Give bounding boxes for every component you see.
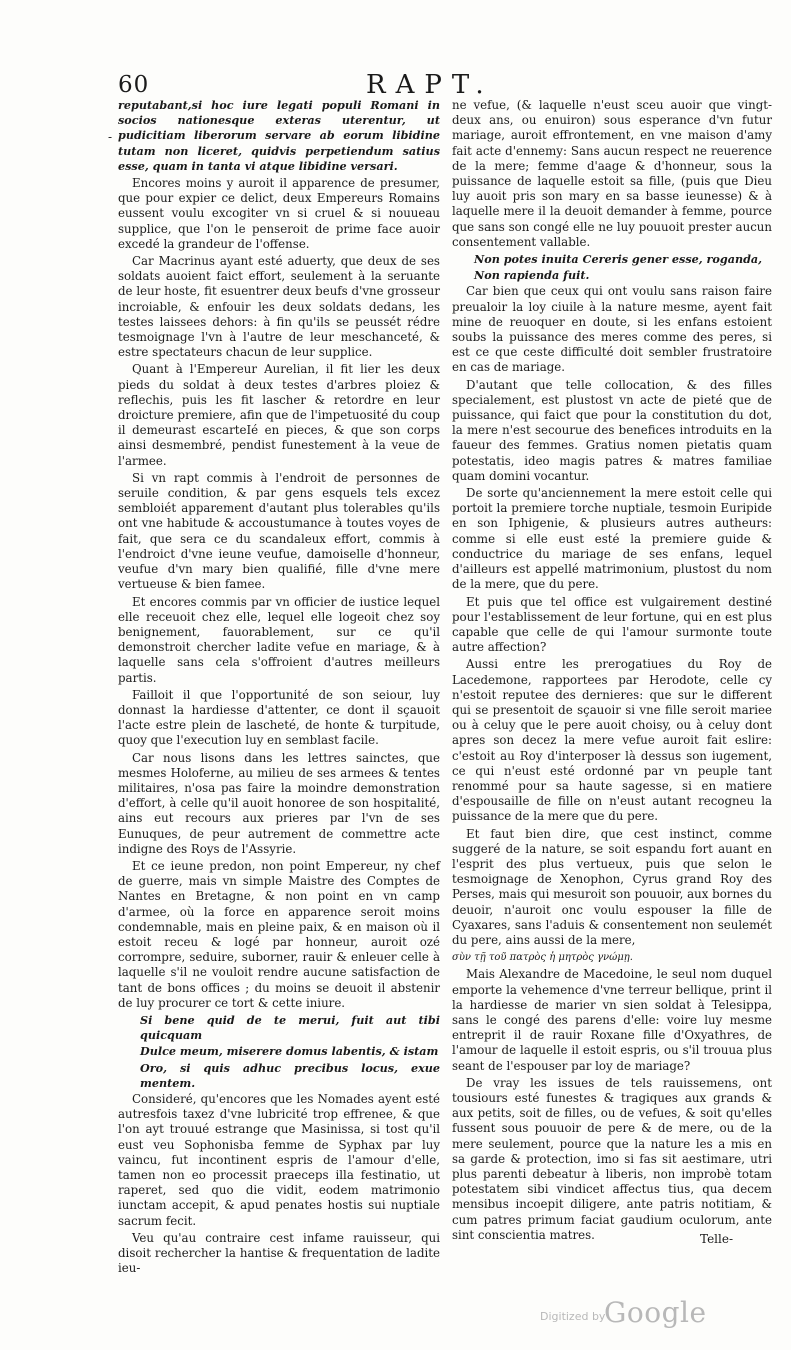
paragraph: Mais Alexandre de Macedoine, le seul nom duquel emporte la vehemence d'vne terreur bellique, print il la hardiesse de marier vn sien soldat à Telesippa, sans le congé des parens d'elle: voire luy mesme entreprit il de rauir Roxane fille d'Oxyathres, de l'amour de laquelle il estoit espris, ou s'il trouua plus seant de l'espouser par loy de mariage? xyxy=(452,967,772,1073)
watermark-digitized-by: Digitized by xyxy=(540,1310,606,1323)
watermark-google-logo: Google xyxy=(604,1296,707,1329)
left-column xyxy=(118,98,440,1278)
verse-line: Oro, si quis adhuc precibus locus, exue mentem. xyxy=(140,1060,440,1090)
right-column xyxy=(452,98,772,1245)
paragraph: Car bien que ceux qui ont voulu sans raison faire preualoir la loy ciuile à la nature mesme, ayent fait mine de reuoquer en doute, si les enfans estoient soubs la puissance des meres comme des peres, si est ce que ceste difficulté doit sembler frustratoire en cas de mariage. xyxy=(452,284,772,375)
paragraph: ne vefue, (& laquelle n'eust sceu auoir que vingt-deux ans, ou enuiron) sous esperance d'vn futur mariage, auroit effrontement, en vne maison d'amy fait acte d'ennemy: Sans aucun respect ne reuerence de la mere; femme d'aage & d'honneur, sous la puissance de laquelle estoit sa fille, (puis que Dieu luy auoit pris son mary en sa basse ieunesse) & à laquelle mere il la deuoit demander à femme, pource que sans son congé elle ne luy pouuoit prester aucun consentement vallable. xyxy=(452,98,772,249)
paragraph: Et ce ieune predon, non point Empereur, ny chef de guerre, mais vn simple Maistre des Comptes de Nantes en Bretagne, & non point en vn camp d'armee, où la force en apparence seroit moins condemnable, mais en pleine paix, & en maison où il estoit receu & logé par honneur, auroit ozé corrompre, seduire, suborner, rauir & enleuer celle à laquelle s'il ne vouloit rendre aucune satisfaction de tant de bons offices ; du moins se deuoit il abstenir de luy procurer ce tort & cette iniure. xyxy=(118,858,440,1010)
paragraph: Car nous lisons dans les lettres sainctes, que mesmes Holoferne, au milieu de ses armees & tentes militaires, n'osa pas faire la moindre demonstration d'effort, à celle qu'il auoit honoree de son hospitalité, ains eut recours aux prieres par l'vn de ses Eunuques, de peur autrement de commettre acte indigne des Roys de l'Assyrie. xyxy=(118,750,440,856)
verse-line: Non potes inuita Cereris gener esse, roganda, xyxy=(474,252,763,267)
verse-line: Dulce meum, miserere domus labentis, & istam xyxy=(140,1044,439,1059)
running-head: RAPT. xyxy=(366,70,494,100)
catchword: Telle- xyxy=(700,1232,734,1246)
paragraph: Et encores commis par vn officier de iustice lequel elle receuoit chez elle, lequel elle logeoit chez soy benignement, fauorablement, sur ce qu'il demonstroit chercher ladite vefue en mariage, & à laquelle sans cela s'offroient d'autres meilleurs partis. xyxy=(118,594,440,685)
page-number: 60 xyxy=(118,72,150,98)
verse-line: Si bene quid de te merui, fuit aut tibi quicquam xyxy=(140,1012,440,1043)
paragraph: Veu qu'au contraire cest infame rauisseur, qui disoit rechercher la hantise & frequentation de ladite ieu- xyxy=(118,1230,440,1276)
google-watermark xyxy=(540,1298,740,1338)
verse-line: Non rapienda fuit. xyxy=(474,268,590,283)
paragraph: Failloit il que l'opportunité de son seiour, luy donnast la hardiesse d'attenter, ce dont il sçauoit l'acte estre plein de lascheté, de honte & turpitude, quoy que l'execution luy en semblast facile. xyxy=(118,687,440,748)
margin-mark: - xyxy=(108,130,113,144)
paragraph: Si vn rapt commis à l'endroit de personnes de seruile condition, & par gens esquels tels excez sembloiét apparement d'autant plus tolerables qu'ils ont vne habitude & accoustumance à toutes voyes de fait, que sera ce du scandaleux effort, commis à l'endroict d'vne ieune veufue, damoiselle d'honneur, veufue d'vn mary bien qualifié, fille d'vne mere vertueuse & bien famee. xyxy=(118,470,440,592)
paragraph: De sorte qu'anciennement la mere estoit celle qui portoit la premiere torche nuptiale, tesmoin Euripide en son Iphigenie, & plusieurs autres autheurs: comme si elle eust esté la premiere guide & conductrice du mariage de ses enfans, lequel d'ailleurs est appellé matrimonium, plustost du nom de la mere, que du pere. xyxy=(452,486,772,592)
paragraph: Et puis que tel office est vulgairement destiné pour l'establissement de leur fortune, qui en est plus capable que celle de qui l'amour surmonte toute autre affection? xyxy=(452,594,772,655)
paragraph: Encores moins y auroit il apparence de presumer, que pour expier ce delict, deux Empereurs Romains eussent voulu excogiter vn si cruel & si nouueau supplice, que l'on le penseroit de prime face auoir excedé la grandeur de l'offense. xyxy=(118,176,440,251)
paragraph: D'autant que telle collocation, & des filles specialement, est plustost vn acte de pieté que de puissance, qui faict que pour la constitution du dot, la mere n'est secourue des benefices introduits en la faueur des femmes. Gratius nomen pietatis quam potestatis, ideo magis patres & matres familiae quam domini vocantur. xyxy=(452,377,772,483)
paragraph: reputabant,si hoc iure legati populi Romani in socios nationesque exteras uterentur, ut pudicitiam liberorum servare ab eorum libidine tutam non liceret, quidvis perpetiendum satius esse, quam in tanta vi atque libidine versari. xyxy=(118,98,440,173)
paragraph: Aussi entre les prerogatiues du Roy de Lacedemone, rapportees par Herodote, celle cy n'estoit reputee des dernieres: que sur le different qui se presentoit de sçauoir si vne fille seroit mariee ou à celuy que le pere auoit choisy, ou à celuy dont apres son decez la mere vefue auroit fait eslire: c'estoit au Roy d'interposer là dessus son iugement, ce qui n'eust esté ordonné par vn peuple tant renommé pour sa haute sagesse, si en matiere d'espousaille de fille on n'eust autant recogneu la puissance de la mere que du pere. xyxy=(452,657,772,824)
paragraph: Consideré, qu'encores que les Nomades ayent esté autresfois taxez d'vne lubricité trop effrenee, & que l'on ayt trouué estrange que Masinissa, si tost qu'il eust veu Sophonisba femme de Syphax par luy vaincu, fut incontinent espris de l'amour d'elle, tamen non eo processit praeceps illa festinatio, ut raperet, sed quo die vidit, eodem matrimonio iunctam accepit, & apud penates hostis sui nuptiale sacrum fecit. xyxy=(118,1092,440,1228)
paragraph: De vray les issues de tels rauissemens, ont tousiours esté funestes & tragiques aux grands & aux petits, soit de filles, ou de vefues, & soit qu'elles fussent sous pouuoir de pere & de mere, ou de la mere seulement, pource que la nature les a mis en sa garde & protection, imo si fas sit aestimare, utri plus parenti debeatur à liberis, non improbè totam potestatem sibi vindicet affectus tius, qua decem mensibus incoepit diligere, ante patris notitiam, & cum patres primum faciat gaudium oculorum, ante sint conscientia matres. xyxy=(452,1075,772,1242)
paragraph: Quant à l'Empereur Aurelian, il fit lier les deux pieds du soldat à deux testes d'arbres ploiez & reflechis, puis les fit lascher & retordre en leur droicture premiere, afin que de l'impetuosité du coup il demeurast escarteIé en pieces, & que son corps ainsi desmembré, pendist funestement à la veue de l'armee. xyxy=(118,362,440,468)
paragraph: Et faut bien dire, que cest instinct, comme suggeré de la nature, se soit espandu fort auant en l'esprit des plus vertueux, puis que selon le tesmoignage de Xenophon, Cyrus grand Roy des Perses, mais qui mesuroit son pouuoir, aux bornes du deuoir, n'auroit onc voulu espouser la fille de Cyaxares, sans l'aduis & consentement non seulemét du pere, ains aussi de la mere, xyxy=(452,826,772,947)
paragraph: Car Macrinus ayant esté aduerty, que deux de ses soldats auoient faict effort, seulement à la seruante de leur hoste, fit esuentrer deux beufs d'vne grosseur incroiable, & enfouir les deux soldats dedans, les testes laissees dehors: à fin qu'ils se peussét rédre tesmoignage l'vn à l'autre de leur meschanceté, & estre spectateurs chacun de leur supplice. xyxy=(118,254,440,360)
greek-quote: σὺν τῇ τοῦ πατρὸς ἡ μητρὸς γνώμῃ. xyxy=(452,952,633,964)
